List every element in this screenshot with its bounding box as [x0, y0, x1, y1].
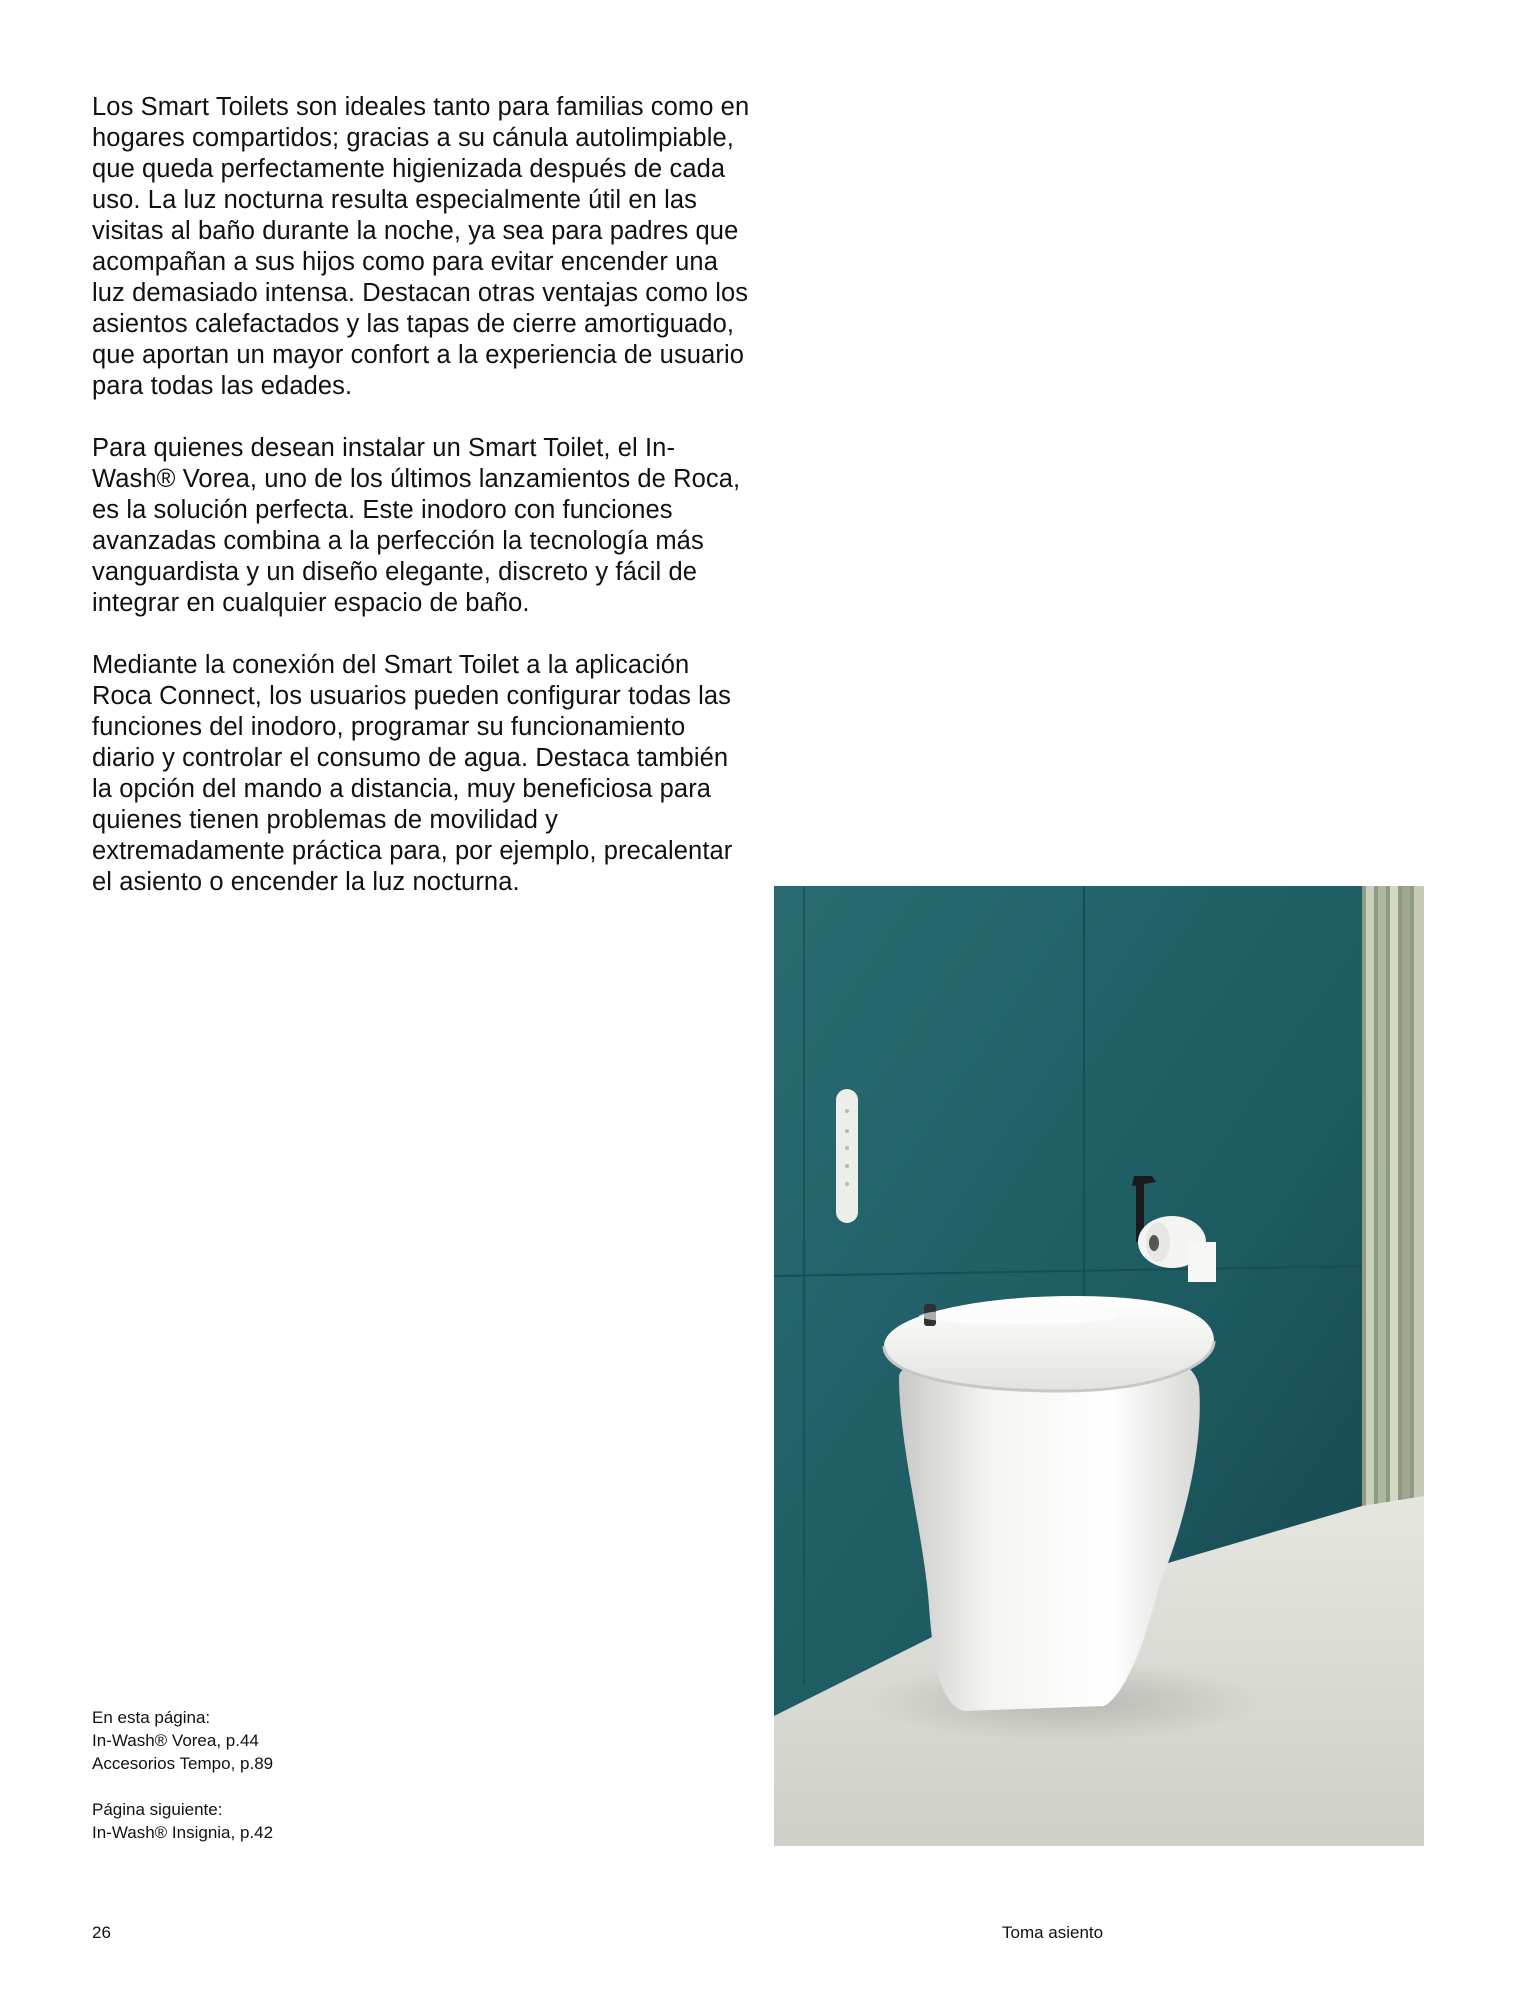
section-title: Toma asiento [1002, 1923, 1104, 1942]
caption-this-page-heading: En esta página: [92, 1708, 211, 1727]
caption-next-page-heading: Página siguiente: [92, 1800, 223, 1819]
page-number: 26 [92, 1923, 111, 1942]
caption-next-page-item: In-Wash® Insignia, p.42 [92, 1823, 274, 1842]
caption-next-page [92, 1798, 452, 1844]
captions [92, 1706, 452, 1867]
paragraph-3: Mediante la conexión del Smart Toilet a la aplicación Roca Connect, los usuarios pueden configurar todas las funciones del inodoro, programar su funcionamiento diario y controlar el consumo de agua. Destaca también la opción del mando a distancia, muy beneficiosa para quienes tienen problemas de movilidad y extremadamente práctica para, por ejemplo, precalentar el asiento o encender la luz nocturna. [92, 651, 733, 896]
paragraph-2: Para quienes desean instalar un Smart Toilet, el In-Wash® Vorea, uno de los últimos lanzamientos de Roca, es la solución perfecta. Este inodoro con funciones avanzadas combina a la perfección la tecnología más vanguardista y un diseño elegante, discreto y fácil de integrar en cualquier espacio de baño. [92, 434, 741, 617]
caption-this-page-item: In-Wash® Vorea, p.44 [92, 1731, 259, 1750]
caption-this-page-item: Accesorios Tempo, p.89 [92, 1754, 274, 1773]
caption-this-page [92, 1706, 452, 1775]
body-text [92, 92, 752, 929]
paragraph-1: Los Smart Toilets son ideales tanto para familias como en hogares compartidos; gracias a su cánula autolimpiable, que queda perfectamente higienizada después de cada uso. La luz nocturna resulta especialmente útil en las visitas al baño durante la noche, ya sea para padres que acompañan a sus hijos como para evitar encender una luz demasiado intensa. Destacan otras ventajas como los asientos calefactados y las tapas de cierre amortiguado, que aportan un mayor confort a la experiencia de usuario para todas las edades. [92, 93, 750, 400]
product-photo [774, 886, 1424, 1846]
